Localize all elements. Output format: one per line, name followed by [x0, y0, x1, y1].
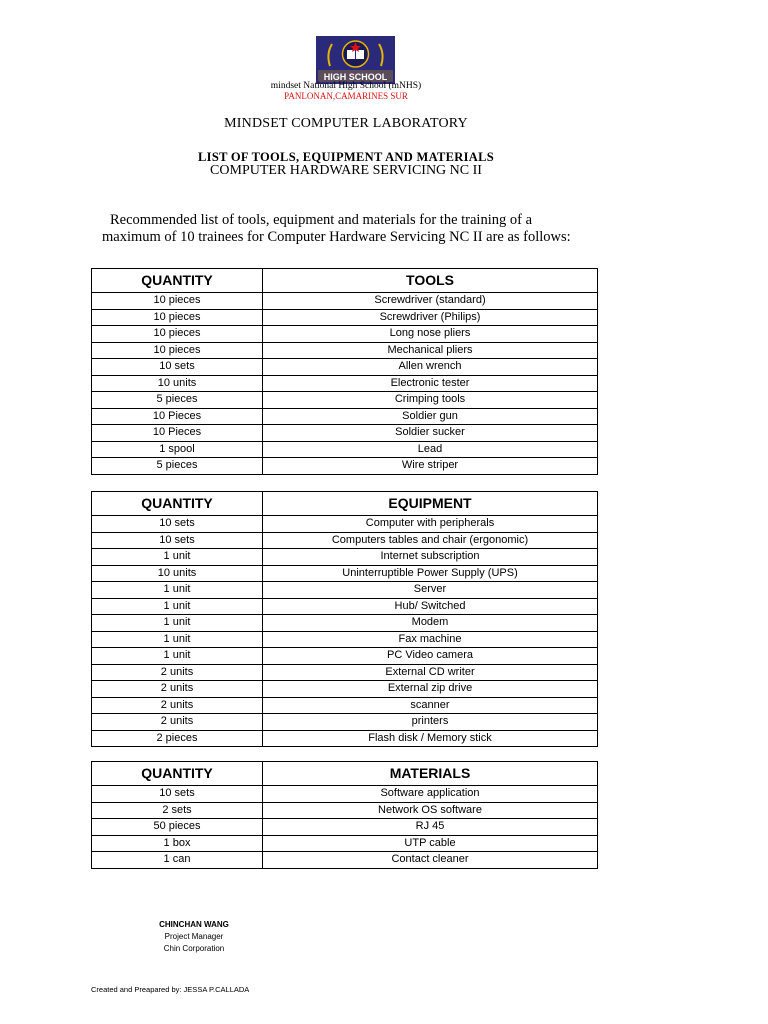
- quantity-cell: 50 pieces: [92, 819, 263, 836]
- item-cell: printers: [263, 714, 598, 731]
- table-row: [92, 582, 598, 599]
- item-cell: Long nose pliers: [263, 326, 598, 343]
- item-cell: Soldier sucker: [263, 425, 598, 442]
- signatory-organization: Chin Corporation: [163, 944, 225, 953]
- table-row: [92, 342, 598, 359]
- table-row: [92, 615, 598, 632]
- table-row: [92, 458, 598, 475]
- table-row: [92, 516, 598, 533]
- item-cell: Uninterruptible Power Supply (UPS): [263, 565, 598, 582]
- logo-text: HIGH SCHOOL: [323, 72, 388, 82]
- table-row: [92, 852, 598, 869]
- item-cell: Network OS software: [263, 802, 598, 819]
- quantity-cell: 5 pieces: [92, 392, 263, 409]
- item-cell: UTP cable: [263, 835, 598, 852]
- table-row: [92, 648, 598, 665]
- item-cell: Soldier gun: [263, 408, 598, 425]
- item-cell: Lead: [263, 441, 598, 458]
- quantity-cell: 1 spool: [92, 441, 263, 458]
- quantity-cell: 1 unit: [92, 549, 263, 566]
- item-cell: Modem: [263, 615, 598, 632]
- footer-credit: Created and Preapared by: JESSA P.CALLADA: [91, 985, 250, 994]
- item-cell: Software application: [263, 786, 598, 803]
- quantity-cell: 10 units: [92, 375, 263, 392]
- materials-table: [91, 761, 598, 869]
- table-row: [92, 631, 598, 648]
- quantity-cell: 1 box: [92, 835, 263, 852]
- quantity-cell: 1 unit: [92, 631, 263, 648]
- item-cell: Internet subscription: [263, 549, 598, 566]
- equipment-table: [91, 491, 598, 747]
- item-cell: Screwdriver (Philips): [263, 309, 598, 326]
- item-cell: PC Video camera: [263, 648, 598, 665]
- quantity-cell: 10 units: [92, 565, 263, 582]
- item-cell: Hub/ Switched: [263, 598, 598, 615]
- tools-table: [91, 268, 598, 475]
- table-row: [92, 598, 598, 615]
- item-cell: Wire striper: [263, 458, 598, 475]
- tools-item-header: TOOLS: [263, 269, 598, 293]
- intro-line-1: Recommended list of tools, equipment and materials for the training of a: [110, 212, 533, 228]
- quantity-cell: 2 units: [92, 714, 263, 731]
- equipment-quantity-header: QUANTITY: [92, 492, 263, 516]
- quantity-cell: 1 unit: [92, 582, 263, 599]
- quantity-cell: 10 pieces: [92, 309, 263, 326]
- table-row: [92, 408, 598, 425]
- table-row: [92, 835, 598, 852]
- table-row: [92, 392, 598, 409]
- table-row: [92, 309, 598, 326]
- quantity-cell: 2 units: [92, 697, 263, 714]
- table-row: [92, 326, 598, 343]
- table-row: [92, 425, 598, 442]
- item-cell: Computers tables and chair (ergonomic): [263, 532, 598, 549]
- quantity-cell: 10 sets: [92, 786, 263, 803]
- quantity-cell: 10 sets: [92, 516, 263, 533]
- quantity-cell: 10 sets: [92, 359, 263, 376]
- table-row: [92, 664, 598, 681]
- table-row: [92, 730, 598, 747]
- quantity-cell: 5 pieces: [92, 458, 263, 475]
- item-cell: External zip drive: [263, 681, 598, 698]
- quantity-cell: 10 pieces: [92, 326, 263, 343]
- quantity-cell: 1 can: [92, 852, 263, 869]
- lab-title: MINDSET COMPUTER LABORATORY: [224, 116, 468, 131]
- signatory-role: Project Manager: [164, 932, 224, 941]
- item-cell: Fax machine: [263, 631, 598, 648]
- quantity-cell: 2 units: [92, 664, 263, 681]
- item-cell: scanner: [263, 697, 598, 714]
- item-cell: Computer with peripherals: [263, 516, 598, 533]
- table-row: [92, 786, 598, 803]
- quantity-cell: 2 sets: [92, 802, 263, 819]
- item-cell: Server: [263, 582, 598, 599]
- school-address: PANLONAN,CAMARINES SUR: [284, 91, 408, 101]
- quantity-cell: 10 pieces: [92, 342, 263, 359]
- materials-item-header: MATERIALS: [263, 762, 598, 786]
- materials-quantity-header: QUANTITY: [92, 762, 263, 786]
- item-cell: Contact cleaner: [263, 852, 598, 869]
- item-cell: Allen wrench: [263, 359, 598, 376]
- table-row: [92, 697, 598, 714]
- signatory-name: CHINCHAN WANG: [159, 920, 229, 929]
- table-row: [92, 293, 598, 310]
- item-cell: Screwdriver (standard): [263, 293, 598, 310]
- quantity-cell: 10 pieces: [92, 293, 263, 310]
- item-cell: External CD writer: [263, 664, 598, 681]
- table-row: [92, 549, 598, 566]
- course-title: COMPUTER HARDWARE SERVICING NC II: [210, 163, 482, 178]
- item-cell: Electronic tester: [263, 375, 598, 392]
- quantity-cell: 10 Pieces: [92, 408, 263, 425]
- table-row: [92, 714, 598, 731]
- table-row: [92, 532, 598, 549]
- table-row: [92, 802, 598, 819]
- school-logo: [316, 36, 395, 84]
- table-row: [92, 681, 598, 698]
- intro-line-2: maximum of 10 trainees for Computer Hardware Servicing NC II are as follows:: [102, 229, 571, 245]
- item-cell: RJ 45: [263, 819, 598, 836]
- table-row: [92, 359, 598, 376]
- quantity-cell: 1 unit: [92, 598, 263, 615]
- table-row: [92, 819, 598, 836]
- item-cell: Mechanical pliers: [263, 342, 598, 359]
- table-row: [92, 375, 598, 392]
- item-cell: Crimping tools: [263, 392, 598, 409]
- quantity-cell: 10 sets: [92, 532, 263, 549]
- quantity-cell: 2 pieces: [92, 730, 263, 747]
- table-row: [92, 565, 598, 582]
- school-name: mindset National High School (mNHS): [270, 81, 422, 91]
- quantity-cell: 1 unit: [92, 648, 263, 665]
- table-row: [92, 441, 598, 458]
- quantity-cell: 1 unit: [92, 615, 263, 632]
- list-title: LIST OF TOOLS, EQUIPMENT AND MATERIALS: [198, 150, 494, 164]
- quantity-cell: 10 Pieces: [92, 425, 263, 442]
- tools-quantity-header: QUANTITY: [92, 269, 263, 293]
- equipment-item-header: EQUIPMENT: [263, 492, 598, 516]
- quantity-cell: 2 units: [92, 681, 263, 698]
- item-cell: Flash disk / Memory stick: [263, 730, 598, 747]
